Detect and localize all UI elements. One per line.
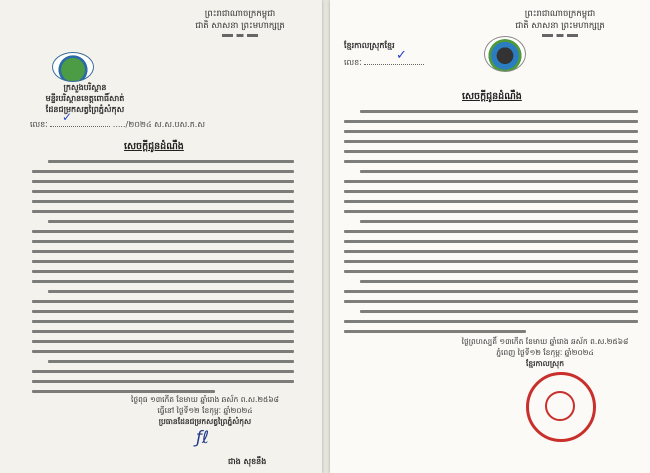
body-line [344, 240, 638, 243]
body-line [344, 250, 638, 253]
body-line [344, 190, 638, 193]
body-line [360, 310, 638, 313]
body-line [344, 140, 638, 143]
body-line [32, 240, 294, 243]
body-line [32, 390, 215, 393]
body-line [32, 370, 294, 373]
body-line [32, 300, 294, 303]
body-line [344, 180, 638, 183]
left-ministry-block [30, 82, 140, 115]
header-ornament-icon [542, 34, 578, 37]
body-line [32, 200, 294, 203]
left-body-text [32, 160, 294, 400]
body-line [32, 320, 294, 323]
body-line [344, 320, 638, 323]
body-line [360, 280, 638, 283]
left-signature-icon: ƒℓ [196, 428, 210, 448]
body-line [32, 210, 294, 213]
body-line [32, 330, 294, 333]
left-header-kingdom: ព្រះរាជាណាចក្រកម្ពុជា [204, 9, 276, 19]
right-kingdom-header [480, 8, 640, 37]
body-line [32, 260, 294, 263]
organization-logo-icon [484, 36, 526, 72]
left-signer-name: ជាង សុខនឹង [228, 457, 267, 466]
body-line [48, 290, 294, 293]
right-header-kingdom: ព្រះរាជាណាចក្រកម្ពុជា [524, 9, 596, 19]
body-line [344, 230, 638, 233]
right-reference-number [344, 56, 424, 69]
body-line [344, 300, 638, 303]
ref-label: លេខៈ [30, 120, 48, 129]
right-date-block [450, 336, 640, 369]
body-line [32, 340, 294, 343]
body-line [360, 170, 638, 173]
sanctuary-name: ដែនជម្រកសត្វព្រៃភ្នំសំកុស [45, 105, 125, 114]
body-line [344, 160, 638, 163]
body-line [344, 150, 638, 153]
left-header-motto: ជាតិ សាសនា ព្រះមហាក្សត្រ [195, 21, 285, 31]
official-seal-icon [526, 372, 596, 442]
ref-dots [364, 56, 424, 65]
left-date-solar: ធ្វើនៅ ថ្ងៃទី១២ ខែកុម្ភៈ ឆ្នាំ២០២៤ [157, 406, 253, 415]
ministry-name: ក្រសួងបរិស្ថាន [63, 83, 107, 92]
body-line [32, 230, 294, 233]
body-line [360, 220, 638, 223]
body-line [344, 210, 638, 213]
body-line [344, 130, 638, 133]
left-document-page [0, 0, 322, 473]
left-reference-number [30, 118, 205, 131]
body-line [344, 330, 526, 333]
body-line [32, 270, 294, 273]
body-line [344, 290, 638, 293]
body-line [32, 250, 294, 253]
ref-label: លេខៈ [344, 58, 362, 67]
ref-value: ...../២០២៤ ស.ស.បស.ភ.ស [112, 120, 205, 129]
left-date-block [110, 394, 300, 427]
left-date-lunar: ថ្ងៃពុធ ១៣កើត ខែមាឃ ឆ្នាំរោង ឆស័ក ព.ស.២៥៦៨ [131, 395, 279, 404]
left-kingdom-header [170, 8, 310, 37]
header-ornament-icon [222, 34, 258, 37]
right-date-solar: ភ្នំពេញ ថ្ងៃទី១២ ខែកុម្ភៈ ឆ្នាំ២០២៤ [496, 348, 594, 357]
body-line [32, 280, 294, 283]
body-line [344, 270, 638, 273]
right-document-page [330, 0, 650, 473]
body-line [48, 160, 294, 163]
body-line [360, 110, 638, 113]
body-line [48, 220, 294, 223]
ref-dots [50, 118, 110, 127]
right-document-title: សេចក្ដីជូនដំណឹង [462, 91, 522, 102]
body-line [344, 260, 638, 263]
right-org-name: ខ្មែរកាលស្រុកខ្មែរ [344, 41, 395, 50]
right-header-motto: ជាតិ សាសនា ព្រះមហាក្សត្រ [515, 21, 605, 31]
left-checkmark-icon: ✓ [62, 110, 73, 124]
body-line [32, 170, 294, 173]
left-signer-title: ប្រធានដែនជម្រកសត្វព្រៃភ្នំសំកុស [158, 417, 252, 426]
body-line [32, 310, 294, 313]
right-signer-title: ខ្មែរកាលស្រុក [526, 359, 564, 368]
body-line [344, 200, 638, 203]
body-line [48, 360, 294, 363]
body-line [32, 350, 294, 353]
left-document-title: សេចក្ដីជូនដំណឹង [124, 141, 184, 152]
body-line [344, 120, 638, 123]
body-line [32, 380, 294, 383]
right-body-text [344, 110, 638, 340]
department-name: មន្ទីរបរិស្ថានខេត្តពោធិ៍សាត់ [45, 94, 125, 103]
right-date-lunar: ថ្ងៃព្រហស្បតិ៍ ១៣កើត ខែមាឃ ឆ្នាំរោង ឆស័ក ព.ស.២៥៦៨ [461, 337, 629, 346]
right-checkmark-icon: ✓ [396, 48, 407, 63]
body-line [32, 190, 294, 193]
body-line [32, 180, 294, 183]
ministry-logo-icon [52, 52, 94, 82]
